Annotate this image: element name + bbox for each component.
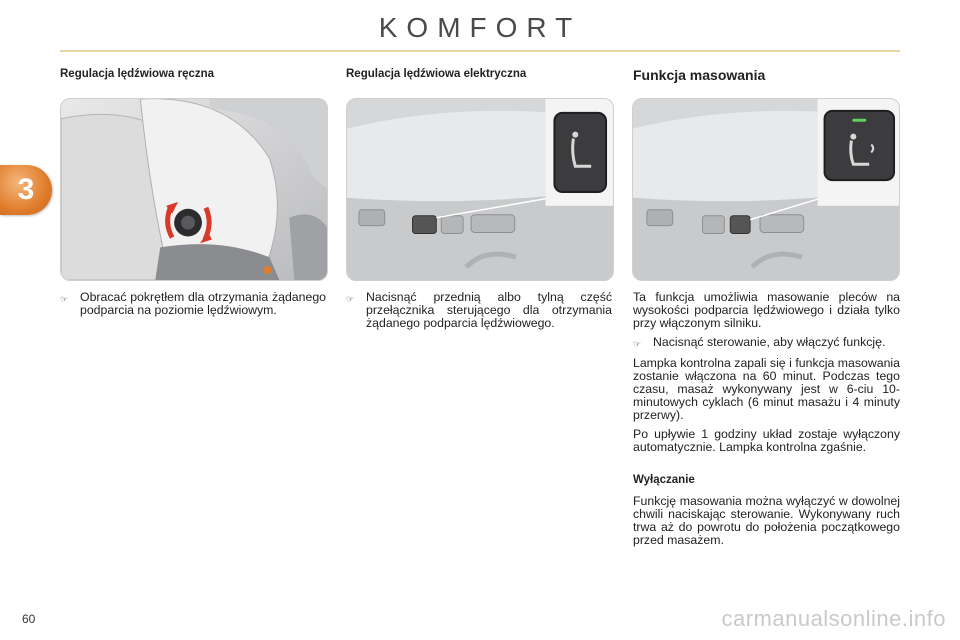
page-title: KOMFORT [378,12,582,43]
header-divider [60,50,900,52]
seat-switch-illustration [347,99,613,280]
manual-lumbar-text [60,291,326,317]
manual-lumbar-photo [60,98,328,281]
massage-photo [632,98,900,281]
massage-text [633,291,900,553]
electric-lumbar-bullet: ☞ Nacisnąć przednią albo tylną część przełącznika sterującego dla otrzymania żądanego podparcia lędźwiowego. [346,290,612,330]
massage-off-heading: Wyłączanie [633,474,695,486]
pointing-hand-icon: ☞ [633,339,642,349]
massage-paragraph-1: Lampka kontrolna zapali się i funkcja masowania zostanie włączona na 60 minut. Podczas tego czasu, masaż wykonywany jest w 6-ciu 10-minutowych cyklach (6 minut masażu i 4 minuty przerwy). [633,356,900,422]
page-number: 60 [22,612,36,626]
chapter-tab[interactable] [0,165,52,215]
massage-switch-illustration [633,99,899,280]
electric-lumbar-heading: Regulacja lędźwiowa elektryczna [346,68,527,80]
manual-lumbar-bullet: ☞ Obracać pokrętłem dla otrzymania żądanego podparcia na poziomie lędźwiowym. [60,290,326,317]
massage-off-text: Funkcję masowania można wyłączyć w dowolnej chwili naciskając sterowanie. Wykonywany ruch trwa aż do powrotu do położenia początkowego przed masażem. [633,494,900,547]
electric-lumbar-text [346,291,612,330]
watermark: carmanualsonline.info [721,606,946,631]
massage-bullet: ☞ Nacisnąć sterowanie, aby włączyć funkcję. [633,335,886,349]
massage-intro: Ta funkcja umożliwia masowanie pleców na wysokości podparcia lędźwiowego i działa tylko przy włączonym silniku. [633,290,900,330]
electric-lumbar-photo [346,98,614,281]
massage-paragraph-2: Po upływie 1 godziny układ zostaje wyłączony automatycznie. Lampka kontrolna zgaśnie. [633,427,900,454]
manual-lumbar-heading: Regulacja lędźwiowa ręczna [60,68,215,80]
chapter-number: 3 [17,173,35,206]
seat-knob-illustration [61,99,327,280]
pointing-hand-icon: ☞ [60,294,69,304]
massage-heading: Funkcja masowania [633,67,766,83]
pointing-hand-icon: ☞ [346,294,355,304]
